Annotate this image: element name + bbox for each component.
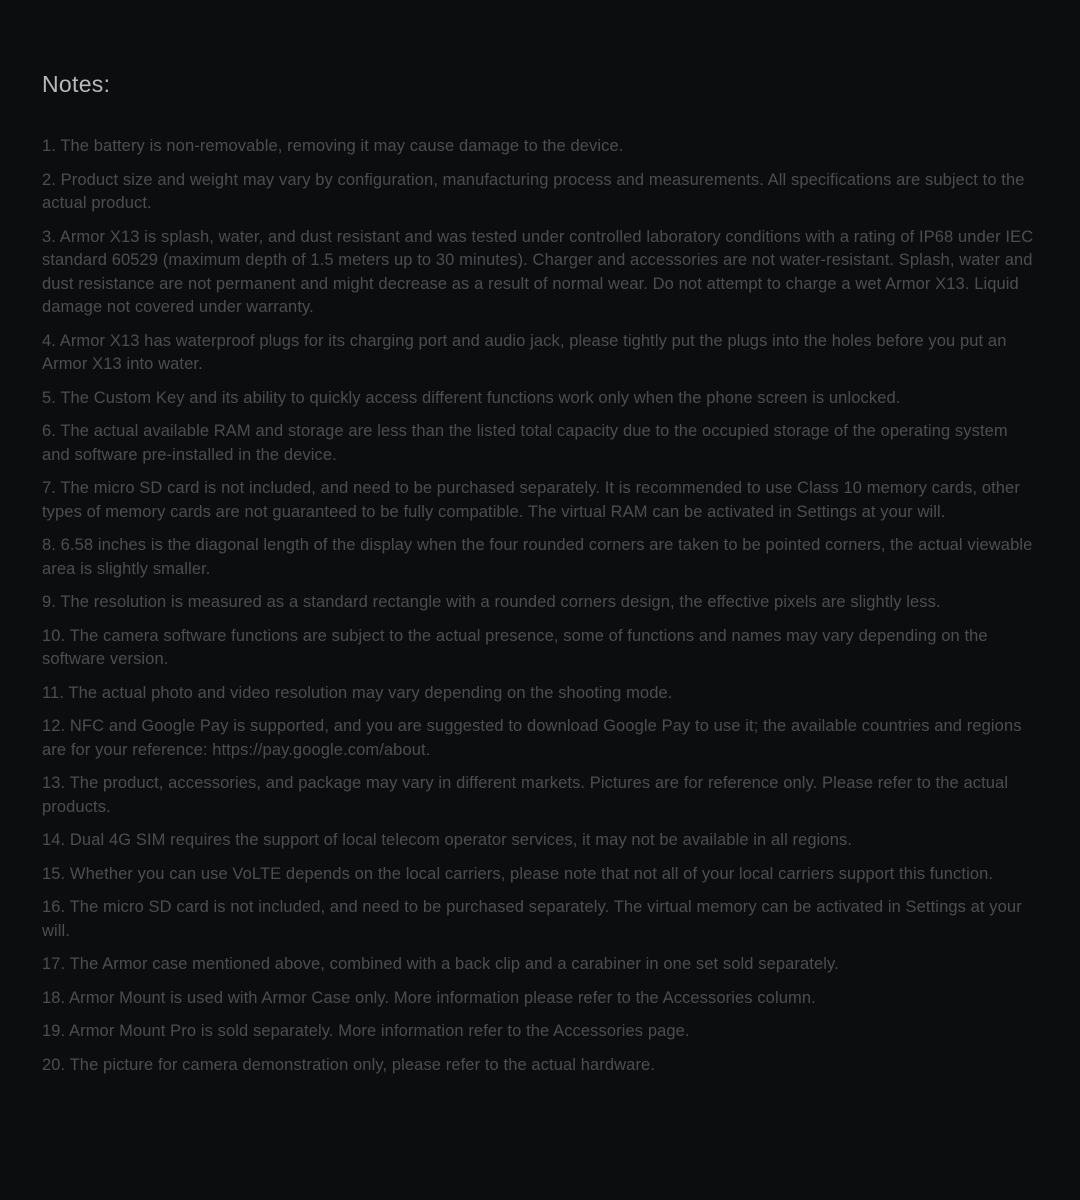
- note-item: 5. The Custom Key and its ability to quickly access different functions work only when the phone screen is unlocked.: [42, 388, 901, 407]
- note-item: 7. The micro SD card is not included, and need to be purchased separately. It is recommended to use Class 10 memory cards, other types of memory cards are not guaranteed to be fully compatible. The virtual RAM can be activated in Settings at your will.: [42, 479, 1020, 521]
- note-item: 11. The actual photo and video resolution may vary depending on the shooting mode.: [42, 683, 673, 702]
- note-item: 8. 6.58 inches is the diagonal length of the display when the four rounded corners are taken to be pointed corners, the actual viewable area is slightly smaller.: [42, 536, 1033, 578]
- note-item: 19. Armor Mount Pro is sold separately. More information refer to the Accessories page.: [42, 1022, 690, 1040]
- note-item: 20. The picture for camera demonstration only, please refer to the actual hardware.: [42, 1055, 656, 1074]
- note-item: 2. Product size and weight may vary by configuration, manufacturing process and measurements. All specifications are subject to the actual product.: [42, 170, 1025, 212]
- note-item: 4. Armor X13 has waterproof plugs for its charging port and audio jack, please tightly put the plugs into the holes before you put an Armor X13 into water.: [42, 331, 1007, 373]
- note-item: 1. The battery is non-removable, removing it may cause damage to the device.: [42, 137, 624, 155]
- note-item: 3. Armor X13 is splash, water, and dust resistant and was tested under controlled laboratory conditions with a rating of IP68 under IEC standard 60529 (maximum depth of 1.5 meters up to 30 minutes). Charger and accessories are not water-resistant. Splash, water and dust resistance are not permanent and might decrease as a result of normal wear. Do not attempt to charge a wet Armor X13. Liquid damage not covered under warranty.: [42, 227, 1034, 316]
- note-item: 9. The resolution is measured as a standard rectangle with a rounded corners design, the effective pixels are slightly less.: [42, 593, 941, 611]
- notes-title: Notes:: [42, 71, 111, 97]
- notes-list: [42, 135, 1038, 1077]
- note-item: 12. NFC and Google Pay is supported, and you are suggested to download Google Pay to use it; the available countries and regions are for your reference: https://pay.google.com/about.: [42, 717, 1022, 759]
- note-item: 17. The Armor case mentioned above, combined with a back clip and a carabiner in one set sold separately.: [42, 955, 839, 973]
- note-item: 16. The micro SD card is not included, and need to be purchased separately. The virtual memory can be activated in Settings at your will.: [42, 898, 1022, 940]
- note-item: 18. Armor Mount is used with Armor Case only. More information please refer to the Accessories column.: [42, 988, 816, 1007]
- note-item: 13. The product, accessories, and package may vary in different markets. Pictures are for reference only. Please refer to the actual products.: [42, 774, 1009, 816]
- note-item: 6. The actual available RAM and storage are less than the listed total capacity due to the occupied storage of the operating system and software pre-installed in the device.: [42, 422, 1008, 464]
- note-item: 14. Dual 4G SIM requires the support of local telecom operator services, it may not be available in all regions.: [42, 831, 853, 849]
- note-item: 15. Whether you can use VoLTE depends on the local carriers, please note that not all of your local carriers support this function.: [42, 864, 994, 883]
- note-item: 10. The camera software functions are subject to the actual presence, some of functions and names may vary depending on the software version.: [42, 626, 988, 668]
